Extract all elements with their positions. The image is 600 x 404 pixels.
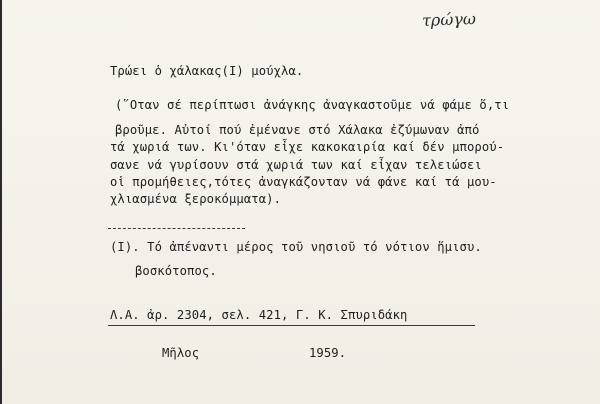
footnote-line: (Ι). Τό ἀπέναντι μέρος τοῦ νησιοῦ τό νότιον ἥμισυ. [110,240,482,254]
body-line: τά χωριά των. Κι'όταν εἶχε κακοκαιρία καί δέν μπορού- [110,140,505,154]
body-line: (῞Οταν σέ περίπτωσι ἀνάγκης ἀναγκαστοῦμε νά φάμε ὅ,τι [115,98,510,112]
entry-title: Τρώει ὁ χάλακας(Ι) μούχλα. [110,64,304,78]
body-line: οἱ προμήθειες,τότες ἀναγκάζονταν νά φάνε καί τά μου- [110,175,497,189]
year-label: 1959. [309,346,347,360]
footnote-line: βοσκότοπος. [135,264,217,278]
body-line: σανε νά γυρίσουν στά χωριά των καί εἶχαν τελειώσει [110,158,482,172]
body-line: βροῦμε. Αὐτοί πού ἐμένανε στό Χάλακα ἐζύμωναν ἀπό [115,123,480,137]
place-label: Μῆλος [162,346,200,360]
reference-underline [108,325,475,326]
body-line: χλιασμένα ξεροκόμματα). [110,192,282,206]
separator-dashed-rule [108,228,245,229]
handwritten-note: τρώγω [421,9,477,30]
reference-line: Λ.Α. ἀρ. 2304, σελ. 421, Γ. Κ. Σπυριδάκη [110,308,408,322]
